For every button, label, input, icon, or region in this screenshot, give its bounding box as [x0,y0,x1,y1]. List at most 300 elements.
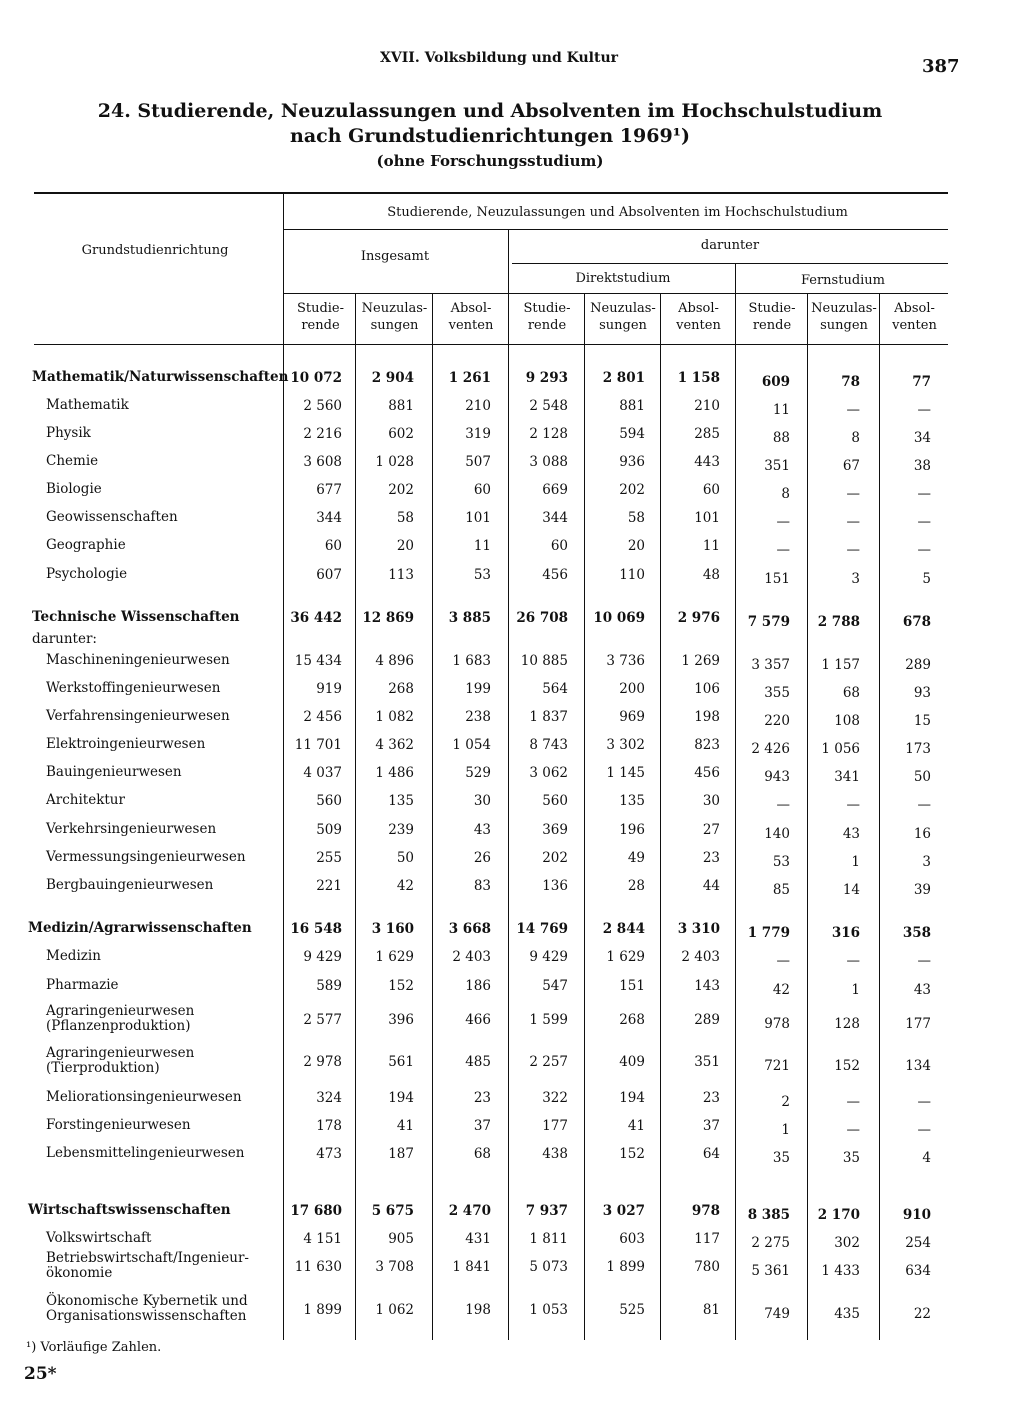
table-cell: 239 [388,822,414,838]
table-cell: 322 [542,1090,568,1106]
table-cell: 1 899 [303,1302,342,1318]
table-cell: 881 [619,398,645,414]
table-cell: 678 [902,614,931,630]
row-label: Elektroingenieurwesen [46,736,206,752]
table-cell: 14 [842,882,860,898]
table-cell: 344 [542,510,568,526]
table-cell: 2 976 [677,610,720,626]
table-cell: 210 [465,398,491,414]
table-cell: 11 701 [294,737,342,753]
table-cell: — [917,402,931,418]
table-cell: 561 [388,1054,414,1070]
table-cell: 255 [316,850,342,866]
table-cell: 3 885 [448,610,491,626]
row-label: Verkehrsingenieurwesen [46,821,217,837]
table-cell: 3 302 [606,737,645,753]
row-label: Meliorationsingenieurwesen [46,1089,242,1105]
table-cell: 35 [772,1150,790,1166]
table-cell: — [846,1094,860,1110]
table-cell: 152 [388,978,414,994]
table-cell: 8 743 [529,737,568,753]
table-cell: — [776,542,790,558]
table-cell: 68 [842,685,860,701]
table-cell: 60 [702,482,720,498]
table-cell: 564 [542,681,568,697]
table-cell: 8 385 [747,1207,790,1223]
table-cell: 285 [694,426,720,442]
table-cell: 677 [316,482,342,498]
table-cell: 187 [388,1146,414,1162]
table-cell: 210 [694,398,720,414]
table-cell: 77 [912,374,931,390]
table-cell: — [846,542,860,558]
table-cell: 64 [702,1146,720,1162]
table-cell: — [776,797,790,813]
table-cell: 547 [542,978,568,994]
table-cell: 15 434 [294,653,342,669]
table-cell: 978 [764,1016,790,1032]
table-cell: 177 [905,1016,931,1032]
table-cell: 435 [834,1306,860,1322]
group-divider-1 [508,229,509,1340]
table-cell: 3 062 [529,765,568,781]
spanning-header: Studierende, Neuzulassungen und Absolventen im Hochschulstudium [387,205,848,220]
table-cell: 910 [902,1207,931,1223]
table-cell: 35 [842,1150,860,1166]
column-header-studierende: Studie- rende [523,301,571,333]
table-cell: — [846,797,860,813]
table-cell: 128 [834,1016,860,1032]
table-cell: 5 361 [751,1263,790,1279]
table-cell: 466 [465,1012,491,1028]
footnote: ¹) Vorläufige Zahlen. [26,1340,162,1355]
table-cell: 1 158 [677,370,720,386]
table-cell: 194 [388,1090,414,1106]
table-cell: 473 [316,1146,342,1162]
table-cell: 48 [702,567,720,583]
table-cell: 2 577 [303,1012,342,1028]
col-divider [660,293,661,1340]
row-label: Physik [46,425,91,441]
table-cell: 969 [619,709,645,725]
table-cell: 456 [694,765,720,781]
table-cell: 1 841 [452,1259,491,1275]
table-cell: 7 579 [747,614,790,630]
table-cell: 3 708 [375,1259,414,1275]
table-cell: 17 680 [290,1203,342,1219]
table-cell: 943 [764,769,790,785]
table-cell: 5 073 [529,1259,568,1275]
table-cell: 3 088 [529,454,568,470]
subgroup-fernstudium: Fernstudium [800,273,886,288]
table-cell: 669 [542,482,568,498]
table-cell: 22 [913,1306,931,1322]
table-cell: 823 [694,737,720,753]
column-header-absolventen: Absol- venten [676,301,721,333]
table-cell: 603 [619,1231,645,1247]
header-rule-3 [283,293,948,294]
table-cell: 409 [619,1054,645,1070]
stub-header: Grundstudienrichtung [81,243,229,258]
table-cell: 151 [764,571,790,587]
table-cell: 2 470 [448,1203,491,1219]
table-cell: 2 216 [303,426,342,442]
row-label: darunter: [32,631,97,647]
table-cell: 58 [627,510,645,526]
table-cell: — [846,1122,860,1138]
row-label: Wirtschaftswissenschaften [28,1202,231,1218]
table-cell: 199 [465,681,491,697]
column-header-absolventen: Absol- venten [892,301,937,333]
table-cell: 3 027 [602,1203,645,1219]
table-cell: — [917,953,931,969]
table-cell: 202 [388,482,414,498]
table-cell: 152 [619,1146,645,1162]
column-header-neuzulassungen: Neuzulas- sungen [811,301,877,333]
table-cell: 443 [694,454,720,470]
table-cell: 16 [913,826,931,842]
table-cell: 485 [465,1054,491,1070]
row-label: Vermessungsingenieurwesen [46,849,246,865]
col-divider [584,293,585,1340]
row-label: Betriebswirtschaft/Ingenieur- ökonomie [46,1250,249,1281]
table-cell: 34 [913,430,931,446]
table-cell: — [917,486,931,502]
table-cell: 589 [316,978,342,994]
column-header-absolventen: Absol- venten [448,301,494,333]
table-cell: 268 [388,681,414,697]
table-cell: 37 [473,1118,491,1134]
table-cell: — [846,514,860,530]
table-cell: 220 [764,713,790,729]
table-cell: 319 [465,426,491,442]
table-cell: 1 157 [821,657,860,673]
table-cell: 2 426 [751,741,790,757]
row-label: Mathematik [46,397,129,413]
row-label: Geographie [46,537,126,553]
row-label: Lebensmittelingenieurwesen [46,1145,245,1161]
table-cell: 3 310 [677,921,720,937]
row-label: Bauingenieurwesen [46,764,182,780]
header-rule-1 [283,229,948,230]
table-cell: 106 [694,681,720,697]
table-cell: 173 [905,741,931,757]
table-cell: 11 [702,538,720,554]
row-label: Biologie [46,481,102,497]
table-cell: 3 160 [371,921,414,937]
row-label: Psychologie [46,566,128,582]
table-cell: 20 [396,538,414,554]
table-cell: 41 [627,1118,645,1134]
table-cell: 2 560 [303,398,342,414]
table-cell: 53 [772,854,790,870]
table-cell: 2 [781,1094,790,1110]
table-cell: 38 [913,458,931,474]
table-cell: 881 [388,398,414,414]
table-cell: 136 [542,878,568,894]
table-cell: 9 293 [525,370,568,386]
table-cell: 113 [388,567,414,583]
table-cell: 177 [542,1118,568,1134]
table-cell: 8 [781,486,790,502]
top-rule [34,192,948,194]
table-cell: 289 [694,1012,720,1028]
table-cell: 11 [473,538,491,554]
table-cell: 93 [913,685,931,701]
table-cell: 529 [465,765,491,781]
table-cell: 936 [619,454,645,470]
table-cell: 2 978 [303,1054,342,1070]
table-cell: 67 [842,458,860,474]
table-cell: 27 [702,822,720,838]
table-cell: 2 904 [371,370,414,386]
table-cell: 23 [473,1090,491,1106]
table-cell: 200 [619,681,645,697]
table-cell: 135 [619,793,645,809]
table-cell: 1 056 [821,741,860,757]
table-cell: — [846,486,860,502]
table-cell: 1 486 [375,765,414,781]
table-cell: 2 128 [529,426,568,442]
table-cell: 152 [834,1058,860,1074]
table-cell: 1 [851,854,860,870]
table-cell: 594 [619,426,645,442]
table-cell: 198 [694,709,720,725]
table-cell: — [917,542,931,558]
row-label: Verfahrensingenieurwesen [46,708,230,724]
row-label: Forstingenieurwesen [46,1117,191,1133]
group-darunter: darunter [700,238,760,253]
table-cell: 134 [905,1058,931,1074]
row-label: Ökonomische Kybernetik und Organisationswissenschaften [46,1293,248,1324]
table-cell: 4 896 [375,653,414,669]
row-label: Medizin [46,948,101,964]
table-cell: 198 [465,1302,491,1318]
table-cell: 68 [473,1146,491,1162]
table-cell: 1 [781,1122,790,1138]
table-cell: 196 [619,822,645,838]
table-cell: 42 [772,982,790,998]
table-cell: 78 [841,374,860,390]
table-cell: 39 [913,882,931,898]
table-cell: 1 082 [375,709,414,725]
table-cell: 2 788 [817,614,860,630]
table-cell: 43 [473,822,491,838]
table-cell: 2 844 [602,921,645,937]
table-cell: 178 [316,1118,342,1134]
table-cell: 4 151 [303,1231,342,1247]
table-cell: 37 [702,1118,720,1134]
table-cell: 60 [473,482,491,498]
group-insgesamt: Insgesamt [360,249,430,264]
table-cell: 43 [913,982,931,998]
table-cell: 101 [465,510,491,526]
row-label: Pharmazie [46,977,119,993]
table-cell: 1 599 [529,1012,568,1028]
table-cell: 2 170 [817,1207,860,1223]
table-cell: 560 [316,793,342,809]
table-cell: 5 675 [371,1203,414,1219]
table-cell: 780 [694,1259,720,1275]
table-cell: 50 [913,769,931,785]
table-cell: 151 [619,978,645,994]
table-cell: 351 [694,1054,720,1070]
table-cell: 11 [772,402,790,418]
row-label: Technische Wissenschaften [32,609,240,625]
table-cell: 10 072 [290,370,342,386]
table-cell: 60 [324,538,342,554]
table-cell: 344 [316,510,342,526]
table-cell: 355 [764,685,790,701]
table-cell: — [917,1122,931,1138]
table-cell: 23 [702,1090,720,1106]
table-cell: 41 [396,1118,414,1134]
table-cell: — [846,402,860,418]
table-cell: 140 [764,826,790,842]
table-cell: 341 [834,769,860,785]
table-cell: 14 769 [516,921,568,937]
row-label: Chemie [46,453,99,469]
table-cell: 438 [542,1146,568,1162]
table-cell: 1 433 [821,1263,860,1279]
table-cell: 1 683 [452,653,491,669]
table-cell: 2 801 [602,370,645,386]
table-cell: 117 [694,1231,720,1247]
table-cell: 5 [922,571,931,587]
column-header-neuzulassungen: Neuzulas- sungen [590,301,656,333]
table-cell: 28 [627,878,645,894]
table-cell: 507 [465,454,491,470]
table-cell: 9 429 [303,949,342,965]
row-label: Werkstoffingenieurwesen [46,680,221,696]
table-cell: 12 869 [362,610,414,626]
table-cell: 60 [550,538,568,554]
table-cell: 36 442 [290,610,342,626]
table-cell: 44 [702,878,720,894]
table-cell: 351 [764,458,790,474]
table-cell: 83 [473,878,491,894]
signature-mark: 25* [24,1364,57,1384]
table-cell: 30 [473,793,491,809]
table-cell: 110 [619,567,645,583]
table-cell: 81 [702,1302,720,1318]
header-rule-2 [512,263,948,264]
table-cell: 634 [905,1263,931,1279]
table-cell: 2 548 [529,398,568,414]
table-title-line3: (ohne Forschungsstudium) [376,152,604,170]
table-cell: 1 899 [606,1259,645,1275]
table-cell: 1 [851,982,860,998]
table-cell: 2 403 [681,949,720,965]
table-cell: 85 [772,882,790,898]
column-header-studierende: Studie- rende [296,301,345,333]
table-cell: 43 [842,826,860,842]
row-label: Bergbauingenieurwesen [46,877,214,893]
table-cell: 58 [396,510,414,526]
table-cell: 16 548 [290,921,342,937]
table-cell: 194 [619,1090,645,1106]
column-header-neuzulassungen: Neuzulas- sungen [361,301,428,333]
table-cell: 3 608 [303,454,342,470]
table-cell: 369 [542,822,568,838]
table-cell: 1 053 [529,1302,568,1318]
table-cell: 456 [542,567,568,583]
table-cell: 1 145 [606,765,645,781]
table-cell: 3 357 [751,657,790,673]
table-cell: 7 937 [525,1203,568,1219]
table-title-line1: 24. Studierende, Neuzulassungen und Absolventen im Hochschulstudium [97,100,883,122]
table-cell: 560 [542,793,568,809]
table-cell: — [776,514,790,530]
table-cell: 15 [913,713,931,729]
table-cell: — [776,953,790,969]
row-label: Mathematik/Naturwissenschaften [32,369,289,385]
table-cell: 2 403 [452,949,491,965]
table-cell: — [917,1094,931,1110]
row-label: Maschineningenieurwesen [46,652,230,668]
table-cell: 26 [473,850,491,866]
table-cell: 254 [905,1235,931,1251]
table-cell: 108 [834,713,860,729]
table-cell: 1 062 [375,1302,414,1318]
table-cell: 3 668 [448,921,491,937]
table-cell: 431 [465,1231,491,1247]
row-label: Agraringenieurwesen (Pflanzenproduktion) [46,1003,195,1034]
table-cell: — [917,797,931,813]
table-cell: 905 [388,1231,414,1247]
table-cell: 101 [694,510,720,526]
table-cell: 1 028 [375,454,414,470]
header-bottom-rule [34,344,948,345]
table-cell: 3 736 [606,653,645,669]
row-label: Geowissenschaften [46,509,178,525]
table-cell: 221 [316,878,342,894]
table-cell: 358 [902,925,931,941]
table-cell: 609 [761,374,790,390]
table-cell: 607 [316,567,342,583]
table-cell: 1 261 [448,370,491,386]
table-cell: 10 069 [593,610,645,626]
table-cell: 602 [388,426,414,442]
table-cell: 11 630 [294,1259,342,1275]
col-divider [432,293,433,1340]
table-cell: 268 [619,1012,645,1028]
table-cell: 509 [316,822,342,838]
table-cell: 525 [619,1302,645,1318]
table-cell: 1 811 [529,1231,568,1247]
table-cell: 396 [388,1012,414,1028]
table-cell: 53 [473,567,491,583]
table-cell: 202 [619,482,645,498]
table-cell: 88 [772,430,790,446]
table-cell: 1 269 [681,653,720,669]
table-cell: 23 [702,850,720,866]
table-cell: 8 [851,430,860,446]
table-cell: 324 [316,1090,342,1106]
table-cell: 238 [465,709,491,725]
table-cell: 30 [702,793,720,809]
row-label: Agraringenieurwesen (Tierproduktion) [46,1045,195,1076]
table-cell: — [846,953,860,969]
row-label: Volkswirtschaft [46,1230,152,1246]
table-cell: 4 [922,1150,931,1166]
table-cell: 2 456 [303,709,342,725]
col-divider [355,293,356,1340]
col-divider [879,293,880,1340]
table-cell: 919 [316,681,342,697]
table-cell: 42 [396,878,414,894]
row-label: Architektur [46,792,125,808]
